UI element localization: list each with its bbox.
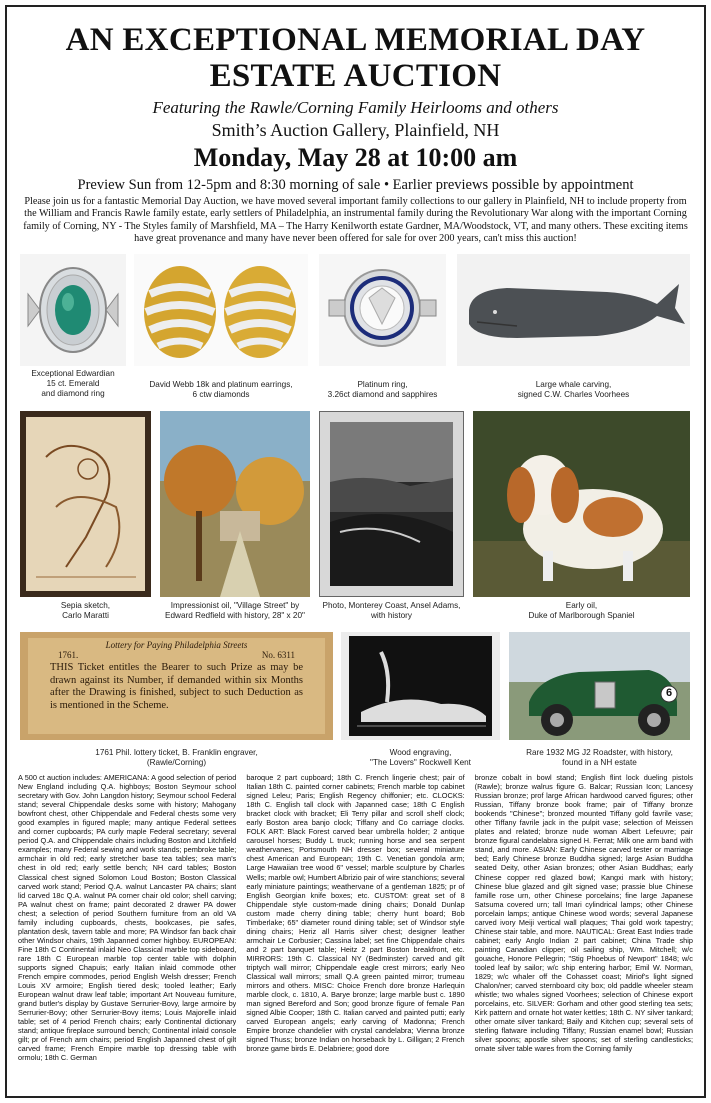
whale-carving-photo (457, 254, 690, 366)
platinum-ring-photo (319, 254, 446, 366)
lottery-ticket-header: Lottery for Paying Philadelphia Streets (105, 640, 248, 650)
intro-paragraph: Please join us for a fantastic Memorial Day Auction, we have moved several important family collections to our gallery in Plainfield, NH to include property from the William and Francis Rawle family estate, early settlers of Philadelphia, an instrumental family during the Revolutionary War along with the important Corning family of Corning, NY - The Styles family of Marshfield, MA – The Harry Kenilworth estate Gardner, MA/Woodstock, VT, and many others. These exciting items have great provenance and many have never been offered for sale for over 200 years, can't miss this auction! (23, 196, 688, 245)
caption-ansel-adams: Photo, Monterey Coast, Ansel Adams, with history (322, 601, 461, 620)
emerald-ring-photo (20, 254, 126, 366)
title-line-2: ESTATE AUCTION (209, 58, 502, 94)
lottery-ticket-photo (20, 632, 333, 740)
village-street-painting-photo (160, 411, 310, 597)
sepia-sketch-photo (20, 411, 151, 597)
caption-sepia-sketch: Sepia sketch, Carlo Maratti (60, 601, 111, 620)
subtitle: Featuring the Rawle/Corning Family Heirlooms and others (152, 98, 559, 117)
listing-column-3: bronze cobalt in bowl stand; English flint lock dueling pistols (Rawle); bronze walrus figure G. Balcar; Russian Icon; Lancesy Russian bronze; prof large African hardwood carved figures; other Russian, Tiffany bronze book frame; pair of Tiffany bronze bookends "Chinese"; bronzed mounted Tiffany gold favrile vase; other Tiffany favrile jack in the pulpit vase; selection of Meissen plates and related; bronze nude woman Albert Lefeuvre; pair bronze figural candelabra signed H. Ferrat; Milk one arm band with stand, and more. ASIAN: Early Chinese carved tester or marriage bed; Early Chinese bronze Buddha signed; large Asian Buddha seated Deity, other Asian bronzes; other Asian Buddhas; early Chinese copper red glazed bowl; Kangxi mark with history; Chinese blue glazed and gilt signed vase; prassie blue Chinese famille rose urn, other Chinese porcelains; fine large Japanese Satsuma covered urn; tall Imari cylindrical lamps; other Chinese porcelain lamps; antique Chinese wood words; several Japanese carved ivory Meiji vertical wall plaques; Thai gold work tapestry; Chinese stair table, and more. NAUTICAL: Great East Indies trade cabinet; early Anglo Indian 2 part cabinet; China Trade ship painting Canadian clipper; oil sailing ship, Wm. Mitchell; w/c gouache, Honore Pellegrin; "Stig Phoebus of Newport" 1848; w/c tooled leaf by sailor; w/c ship entering harbor; Emil W. Norman, 1829; w/c whaler off the Cohasset coast; Miriof's light signed Chalon/ner; carved sternboard city box; old paddle wheeler steam whistle; two whales signed Voorhees; selection of Chinese export porcelains, etc. SILVER: Gorham and other good sterling tea sets; Kirk pattern and ornate hot water kettles; 18th C. NY silver tankard; other ornate silver tankard; Baily and Kitchen cup; several sets of sterling flatware including Tiffany; Russian enamel bowl; Russian silver spoons; apostle silver spoons; set of sterling candlesticks; ornate silver table wares from the Corning family (474, 773, 693, 1054)
lottery-ticket-body: THIS Ticket entitles the Bearer to such Prize as may be drawn against its Number, if demanded within six Months after the Drawing is finished, subject to such Deduction as is mentioned in the Scheme. (50, 662, 303, 711)
auction-date: Monday, May 28 at 10:00 am (193, 143, 518, 172)
webb-earrings-photo (134, 254, 308, 366)
lottery-ticket-number: No. 6311 (261, 650, 295, 660)
auction-listing-columns (18, 773, 693, 1093)
venue: Smith’s Auction Gallery, Plainfield, NH (211, 120, 500, 140)
caption-spaniel: Early oil, Duke of Marlborough Spaniel (528, 601, 635, 620)
rockwell-kent-engraving-photo (341, 632, 500, 740)
mg-roadster-photo (509, 632, 690, 740)
listing-column-2: baroque 2 part cupboard; 18th C. French lingerie chest; pair of Italian 18th C. painted corner cabinets; French marble top cabinet signed Leleu; Paris; English Regency chiffonier; etc. CLOCKS: 18th C. English tall clock with Japanned case; 18th C English bracket clock with bracket; Eli Terry pillar and scroll shelf clock; early Boston area banjo clock; Tiffany and Co carriage clocks. FOLK ART: Black Forest carved bear umbrella holder; 2 antique carousel horses; Buddy L truck; running horse and sea serpent weathervanes; Portsmouth NH dresser box; several miniature chest American and European; 19th C. Venetian gondola arm; Large Hawaiian tree wood 6" vessel; marble sculpture by Charles Wells; marble owl; Humbert Albrizio pair of wire stanchions; several early miniature paintings; weathervane of a gentleman 1825; pr of English Georgian knife boxes; etc. CUSTOM: great set of 8 Chippendale style custom-made dining chairs; Donald Dunlap custom made cherry dining table; cherry hunt board; Bob Timberlake; 65" diameter round dining table; set of Windsor style dining chairs; Heriz all Harris silver chest; designer leather armchair Le Corbusier; Cassina label; set fine Chippendale chairs and 2 part banquet table; Heitz 2 part Boston breakfront, etc. MIRRORS: 19th C. Classical NY (Bedminster) carved and gilt triptych wall mirror; Chippendale eagle crest mirrors; early Neo Classical wall mirrors; small Q.A green painted mirror; trumeau mirrors and others. MISC: Choice French dore bronze Harlequin marble clock, c. 1810, A. Barye bronze; large marble bust c. 1890 man signed Bereford and Son; good bronze figure of female Pan signed Albie Cooper; 18th C. Italian carved and painted putti; early carved European angels; early carving of Madonna; French Empire bronze chandelier with crystal candelabra; Vienna bronze signed Thuss; bronze Indian on horseback by L. Gilligan; 2 French bronze game birds E. Delabriere; good dore (246, 773, 465, 1054)
caption-emerald-ring: Exceptional Edwardian 15 ct. Emerald and diamond ring (31, 369, 115, 398)
title-line-1: AN EXCEPTIONAL MEMORIAL DAY (65, 22, 646, 58)
caption-lottery-ticket: 1761 Phil. lottery ticket, B. Franklin engraver, (Rawle/Corning) (95, 748, 258, 767)
caption-mg-roadster: Rare 1932 MG J2 Roadster, with history, found in a NH estate (526, 748, 673, 767)
caption-whale-carving: Large whale carving, signed C.W. Charles Voorhees (517, 380, 630, 399)
listing-column-1: A 500 ct auction includes: AMERICANA: A good selection of period New England including Q.A. highboys; Boston Seymour school secretary with Gov. John Langdon history; Seymour school Federal stand; several Chippendale desks some with history; Mahogany bowfront chest, other Chippendale and Federal chests some very good examples in figured maple; many antique Federal settees and corner cupboards; PA curly maple Federal secretary; several period Q.A. and Chippendale chairs including Boston and Litchfield examples; many Federal sewing and work stands; pembroke table; armchair in old red; early stretcher base tea tables; sea man's chest in old red; early settle bench; NH card tables; Boston Classical chest signed Solomon Loud Boston; Boston Classical carved work stand; Period Q.A. walnut Lancaster PA chairs; slant lid carved 18c Q.A. walnut PA corner chair old color; shell carving; PA walnut chest on frame; paint decorated 2 drawer PA dower chest; a selection of period Southern furniture from an old VA family including cupboards, chests, bookcases, pie safes, plantation desk, tavern table and more; PA Windsor fan back chair other Windsor chairs, 19th Japanned comer highboy. EUROPEAN: Fine 18th C Continental inlaid Neo Classical marble top sideboard, rare 18th C European marble top center table with dolphin supports signed Chapuis; early Italian inlaid commode other French empire commodes, period English Welsh dresser; French Louis XV armoire; English tiered desk; tooled leather; Early European walnut draw leaf table; important Art Nouveau furniture, grand butler's display by Gustave Serrurier-Bovy, large armoire by Serrurier-Bovy; other Serrurier-Bovy items; Louis Majorelle inlaid table; set of 4 period French chairs; early Continental dictionary stand; antique fireplace surround bench; Continental inlaid console gilt; pr of French arm chairs; period English Japanned chest of gilt carved frame; French Empire marble top dressing table with ormolu; 18th C. German (18, 773, 237, 1063)
caption-village-street: Impressionist oil, "Village Street" by Edward Redfield with history, 28" x 20" (165, 601, 305, 620)
caption-webb-earrings: David Webb 18k and platinum earrings, 6 ctw diamonds (149, 380, 293, 399)
caption-rockwell-kent: Wood engraving, "The Lovers" Rockwell Kent (370, 748, 471, 767)
lottery-ticket-year: 1761. (58, 650, 79, 660)
preview-info: Preview Sun from 12-5pm and 8:30 morning of sale • Earlier previews possible by appointment (77, 177, 634, 193)
spaniel-painting-photo (473, 411, 690, 597)
car-number-badge: 6 (665, 687, 673, 699)
caption-platinum-ring: Platinum ring, 3.26ct diamond and sapphires (327, 380, 438, 399)
ansel-adams-photo (319, 411, 464, 597)
